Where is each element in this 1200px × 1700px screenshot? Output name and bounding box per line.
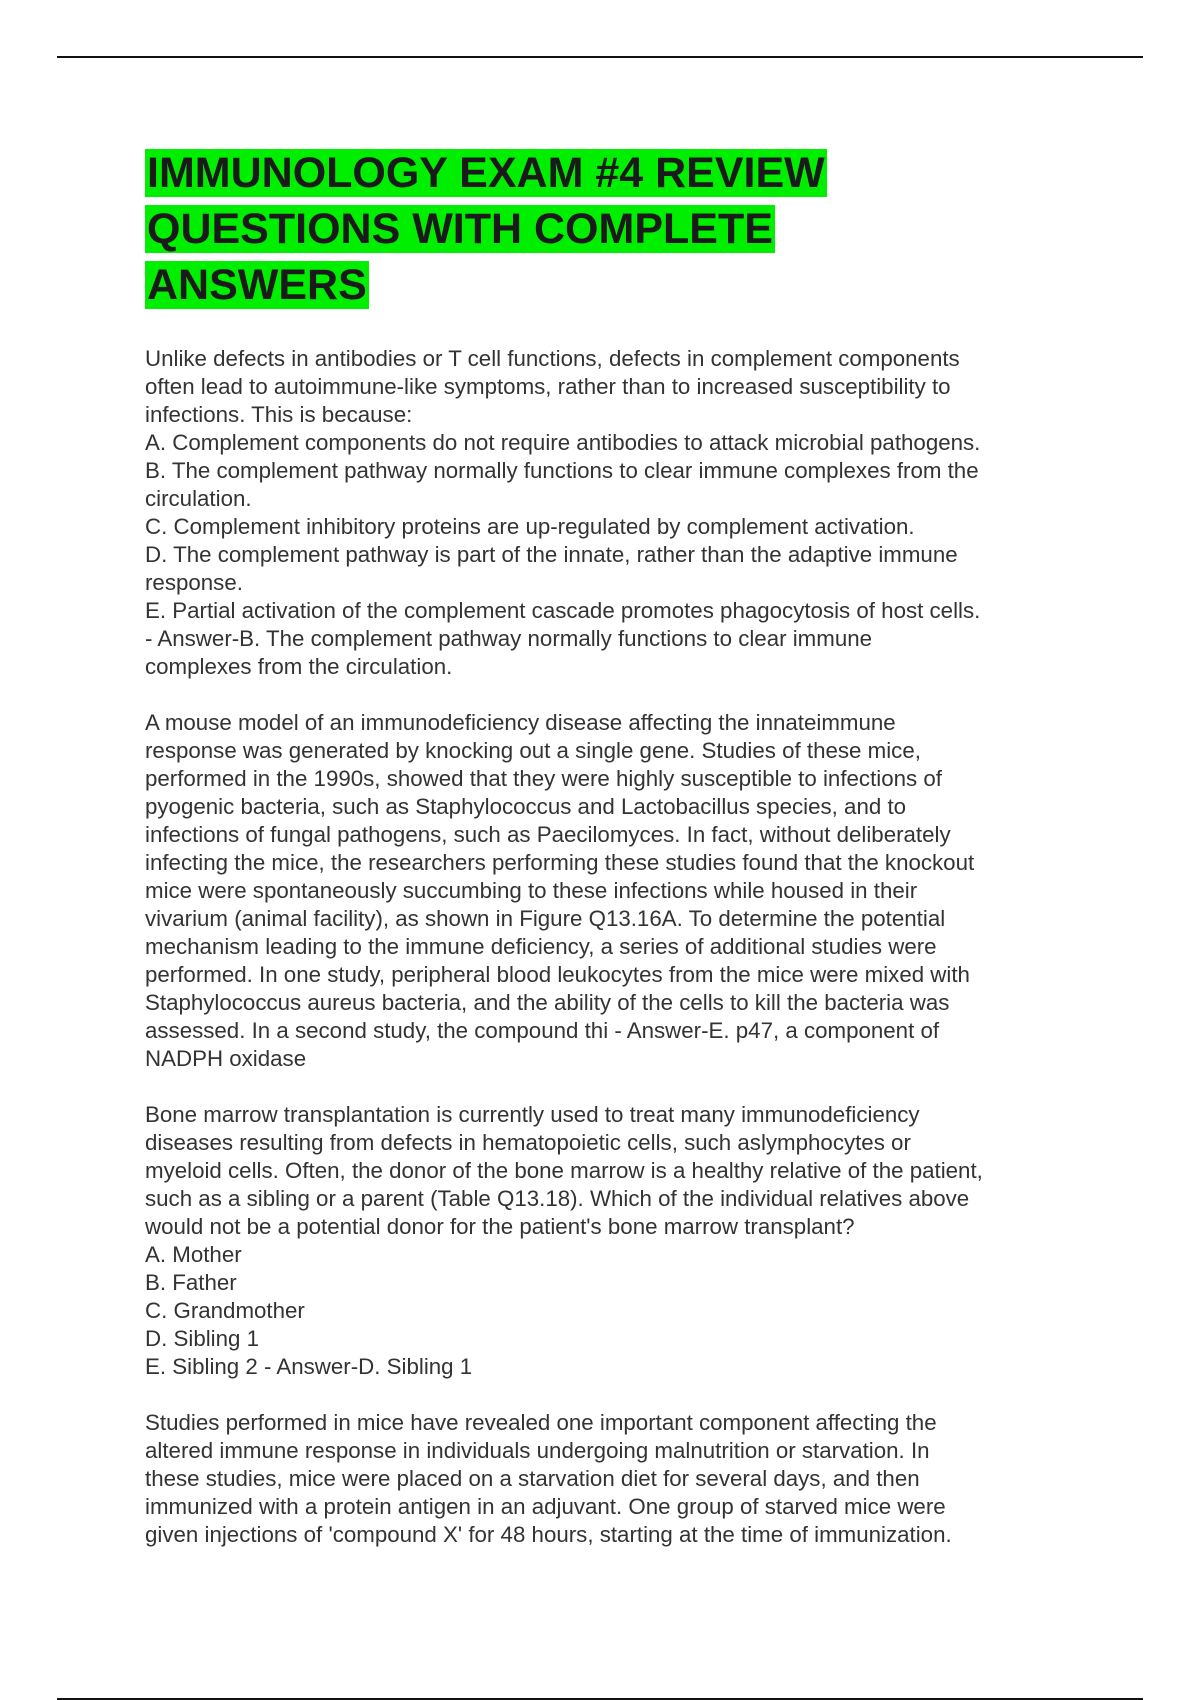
page-content — [145, 145, 1075, 1577]
question-text-line: often lead to autoimmune-like symptoms, rather than to increased susceptibility to — [145, 374, 951, 399]
question-text-line: infections. This is because: — [145, 402, 413, 427]
question-text-line: E. Sibling 2 - Answer-D. Sibling 1 — [145, 1354, 473, 1379]
question-text-line: vivarium (animal facility), as shown in Figure Q13.16A. To determine the potential — [145, 906, 946, 931]
question-text-line: Unlike defects in antibodies or T cell functions, defects in complement components — [145, 346, 960, 371]
question-text-line: A. Mother — [145, 1242, 242, 1267]
question-text-line: - Answer-B. The complement pathway normally functions to clear immune — [145, 626, 873, 651]
question-text-line: mechanism leading to the immune deficiency, a series of additional studies were — [145, 934, 937, 959]
question-text-line: response. — [145, 570, 243, 595]
question-text-line: altered immune response in individuals undergoing malnutrition or starvation. In — [145, 1438, 930, 1463]
question-text-line: Bone marrow transplantation is currently used to treat many immunodeficiency — [145, 1102, 920, 1127]
question-text-line: performed in the 1990s, showed that they were highly susceptible to infections of — [145, 766, 942, 791]
question-text-line: D. The complement pathway is part of the innate, rather than the adaptive immune — [145, 542, 958, 567]
question-text-line: B. The complement pathway normally functions to clear immune complexes from the — [145, 458, 979, 483]
question-text-line: D. Sibling 1 — [145, 1326, 260, 1351]
question-text-line: NADPH oxidase — [145, 1046, 307, 1071]
question-text-line: Studies performed in mice have revealed one important component affecting the — [145, 1410, 937, 1435]
question-text-line: E. Partial activation of the complement cascade promotes phagocytosis of host cells. — [145, 598, 981, 623]
title-line: ANSWERS — [147, 261, 367, 309]
question-text-line: assessed. In a second study, the compound thi - Answer-E. p47, a component of — [145, 1018, 940, 1043]
question-text-line: performed. In one study, peripheral blood leukocytes from the mice were mixed with — [145, 962, 970, 987]
question-text-line: complexes from the circulation. — [145, 654, 453, 679]
question-text-line: B. Father — [145, 1270, 237, 1295]
title-line: QUESTIONS WITH COMPLETE — [147, 205, 773, 253]
question-text-line: diseases resulting from defects in hematopoietic cells, such aslymphocytes or — [145, 1130, 911, 1155]
question-text-line: immunized with a protein antigen in an adjuvant. One group of starved mice were — [145, 1494, 946, 1519]
question-text-line: such as a sibling or a parent (Table Q13.18). Which of the individual relatives above — [145, 1186, 970, 1211]
question-text-line: C. Complement inhibitory proteins are up-regulated by complement activation. — [145, 514, 915, 539]
question-text-line: mice were spontaneously succumbing to these infections while housed in their — [145, 878, 918, 903]
question-text-line: given injections of 'compound X' for 48 hours, starting at the time of immunization. — [145, 1522, 952, 1547]
question-block — [145, 1409, 1075, 1549]
document-title — [145, 145, 1075, 313]
question-text-line: circulation. — [145, 486, 252, 511]
question-text-line: A mouse model of an immunodeficiency disease affecting the innateimmune — [145, 710, 896, 735]
question-text-line: would not be a potential donor for the patient's bone marrow transplant? — [145, 1214, 855, 1239]
question-block — [145, 1101, 1075, 1381]
question-text-line: infecting the mice, the researchers performing these studies found that the knockout — [145, 850, 975, 875]
title-line: IMMUNOLOGY EXAM #4 REVIEW — [147, 149, 825, 197]
question-text-line: Staphylococcus aureus bacteria, and the ability of the cells to kill the bacteria was — [145, 990, 950, 1015]
question-text-line: myeloid cells. Often, the donor of the bone marrow is a healthy relative of the patient, — [145, 1158, 983, 1183]
question-list — [145, 345, 1075, 1549]
question-text-line: infections of fungal pathogens, such as Paecilomyces. In fact, without deliberately — [145, 822, 951, 847]
question-text-line: A. Complement components do not require antibodies to attack microbial pathogens. — [145, 430, 981, 455]
question-block — [145, 345, 1075, 681]
top-rule — [57, 56, 1143, 58]
question-text-line: response was generated by knocking out a single gene. Studies of these mice, — [145, 738, 921, 763]
question-text-line: these studies, mice were placed on a starvation diet for several days, and then — [145, 1466, 920, 1491]
question-text-line: pyogenic bacteria, such as Staphylococcus and Lactobacillus species, and to — [145, 794, 907, 819]
question-text-line: C. Grandmother — [145, 1298, 305, 1323]
title-highlight — [145, 149, 827, 309]
question-block — [145, 709, 1075, 1073]
